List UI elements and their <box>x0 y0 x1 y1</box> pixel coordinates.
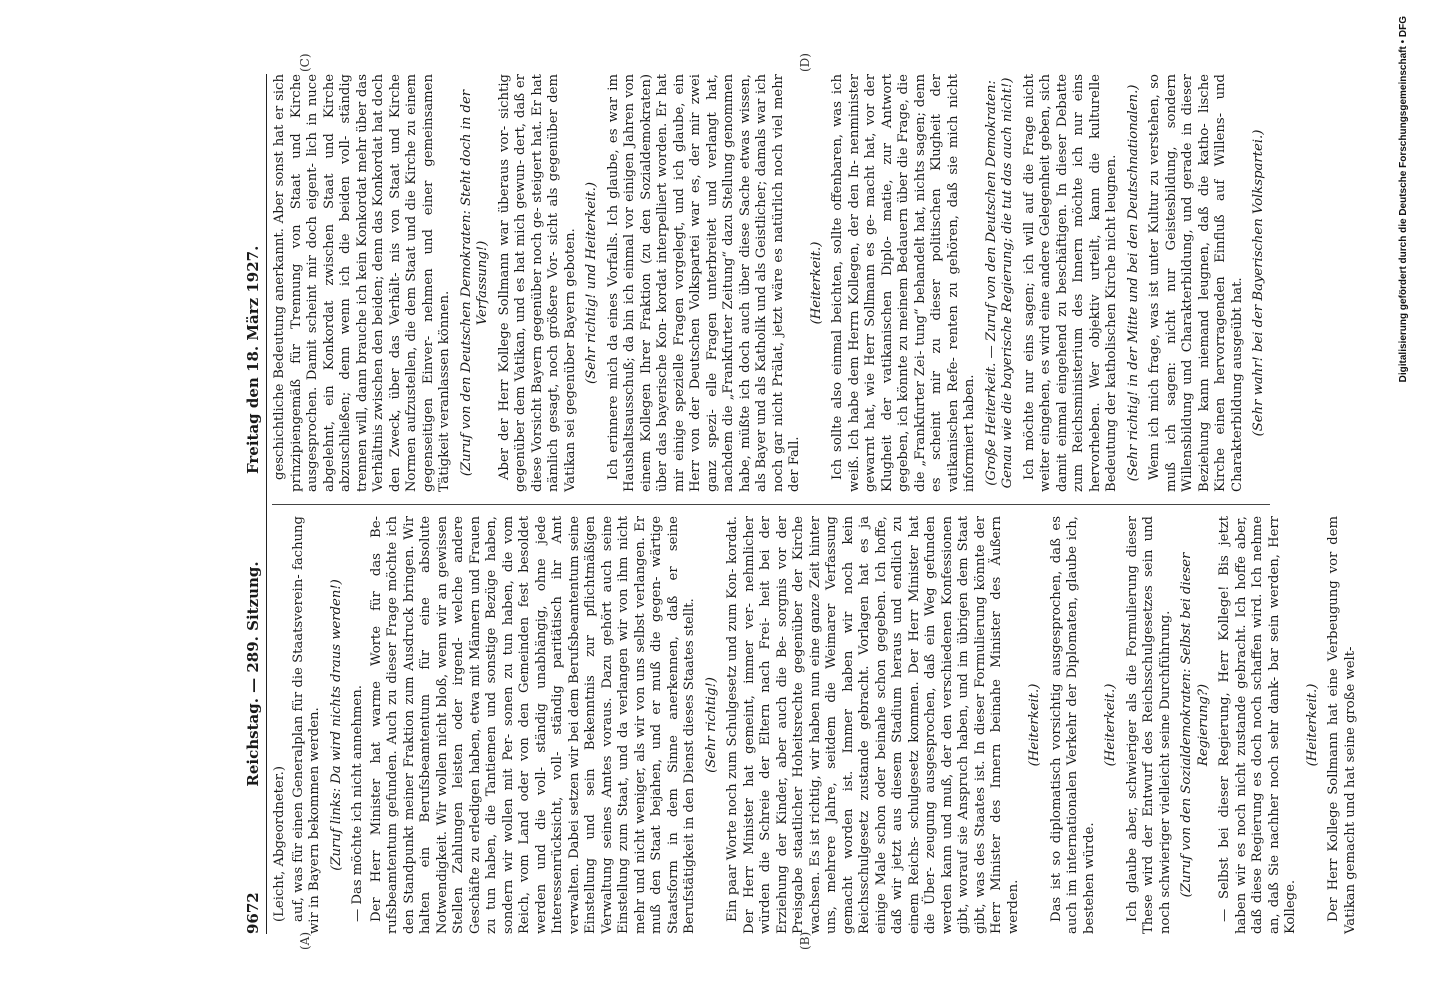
paragraph: Der Herr Kollege Sollmann hat eine Verbeugung vor dem Vatikan gemacht und hat seine große welt- <box>1326 516 1358 934</box>
column-separator <box>272 504 1270 505</box>
page-header <box>242 74 264 934</box>
paragraph: Ich sollte also einmal beichten, sollte offenbaren, was ich weiß. Ich habe dem Herrn Kollegen, der den In- nenminister gewarnt hat, wie Herr Sollmann es ge- macht hat, vor der Klugheit der vatikanischen Diplo- matie, zur Antwort gegeben, ich könnte zu meinem Bedauern über die Frage, die die „Frankfurter Zei- tung“ behandelt hat, nichts sagen; denn es scheint mir zu dieser politischen Klugheit der vatikanischen Refe- renten zu gehören, daß sie mich nicht informiert haben. <box>830 74 977 492</box>
interjection: (Sehr wahr! bei der Bayerischen Volkspartei.) <box>1251 129 1266 437</box>
paragraph: Ich möchte nur eins sagen; ich will auf die Frage nicht weiter eingehen, es wird eine andere Gelegenheit geben, sich damit einmal eingehend zu beschäftigen. In dieser Debatte zum Reichsministerium des Innern möchte ich nur eins hervorheben. Wer objektiv urteilt, kann die kulturelle Bedeutung der katholischen Kirche nicht leugnen. <box>1021 74 1119 492</box>
interjection: (Sehr richtig! in der Mitte und bei den Deutschnationalen.) <box>1125 84 1141 482</box>
interjection: (Heiterkeit.) <box>808 241 824 325</box>
text-column-left <box>272 516 1361 934</box>
interjection: (Sehr richtig! und Heiterkeit.) <box>584 181 599 385</box>
text-column-right <box>272 74 1273 492</box>
paragraph: auf, was für einen Generalplan für die Staatsverein- fachung wir in Bayern bekommen werden. <box>290 516 322 934</box>
paragraph: (Leicht, Abgeordneter.) <box>272 766 287 922</box>
margin-marker-b: (B) <box>798 931 812 950</box>
interjection: (Heiterkeit.) <box>1103 683 1118 767</box>
paragraph: — Selbst bei dieser Regierung, Herr Kollege! Bis jetzt haben wir es noch nicht zustande gebracht. Ich hoffe aber, daß diese Regierung es doch noch schaffen wird. Ich nehme an, daß Sie nachher noch sehr dank- bar sein werden, Herr Kollege. <box>1217 516 1298 934</box>
rotated-page-content <box>238 53 1358 954</box>
paragraph: — Das möchte ich nicht annehmen. <box>350 685 365 922</box>
session-date: Freitag den 18. März 1927. <box>244 245 262 474</box>
paragraph: Aber der Herr Kollege Sollmann war überaus vor- sichtig gegenüber dem Vatikan, und es hat mich gewun- dert, daß er diese Vorsicht Bayern gegenüber noch ge- steigert hat. Er hat nämlich gesagt, noch größere Vor- sicht als gegenüber dem Vatikan sei gegenüber Bayern geboten. <box>496 74 578 492</box>
paragraph: Der Herr Minister hat warme Worte für das Be- rufsbeamtentum gefunden. Auch zu dieser Frage möchte ich den Standpunkt meiner Fraktion zum Ausdruck bringen. Wir halten ein Berufsbeamtentum für eine absolute Notwendigkeit. Wir wollen nicht bloß, wenn wir an gewissen Stellen Zahlungen leisten oder irgend- welche andere Geschäfte zu erledigen haben, etwa mit Männern und Frauen zu tun haben, die Tantiemen und sonstige Bezüge haben, sondern wir wollen mit Per- sonen zu tun haben, die vom Reich, vom Land oder von den Gemeinden fest besoldet werden und die voll- ständig unabhängig, ohne jede Interessenrücksicht, voll- ständig paritätisch ihr Amt verwalten. Dabei setzen wir bei dem Berufsbeamtentum seine Einstellung und sein Bekenntnis zur pflichtmäßigen Verwaltung seines Amtes voraus. Dazu gehört auch seine Einstellung zum Staat, und da verlangen wir von ihm nicht mehr und nicht weniger, als wir von uns selbst verlangen. Er muß den Staat bejahen, und er muß die gegen- wärtige Staatsform in dem Sinne anerkennen, daß er seine Berufstätigkeit in den Dienst dieses Staates stellt. <box>368 516 697 934</box>
paragraph: Ich glaube aber, schwieriger als die Formulierung dieser These wird der Entwurf des Reichsschulgesetzes sein und noch schwieriger vielleicht seine Durchführung. <box>1124 516 1173 934</box>
interjection: (Zuruf von den Deutschen Demokraten: Steht doch in der Verfassung!) <box>458 89 490 477</box>
interjection: (Heiterkeit.) <box>1027 683 1042 767</box>
document-page <box>86 4 1414 996</box>
margin-marker-c: (C) <box>298 53 312 72</box>
margin-marker-d: (D) <box>798 53 812 72</box>
interjection: (Sehr richtig!) <box>703 677 719 773</box>
paragraph: Ich erinnere mich da eines Vorfalls. Ich glaube, es war im Haushaltsausschuß; da bin ich einmal vor einigen Jahren von einem Kollegen Ihrer Fraktion (zu den Sozialdemokraten) über das bayerische Kon- kordat interpelliert worden. Er hat mir einige spezielle Fragen vorgelegt, und ich glaube, ein Herr von der Deutschen Volkspartei war es, der mir zwei ganz spezi- elle Fragen unterbreitet und verlangt hat, nachdem die „Frankfurter Zeitung“ dazu Stellung genommen habe, müßte ich doch auch über diese Sache etwas wissen, als Bayer und als Katholik und als Geistlicher; damals war ich noch gar nicht Prälat, jetzt wäre es natürlich noch viel mehr der Fall. <box>605 74 802 492</box>
digitization-credit <box>1398 4 1412 1004</box>
interjection: (Zuruf links: Da wird nichts draus werden!) <box>328 579 344 871</box>
interjection: (Große Heiterkeit. — Zuruf von den Deutschen Demokraten: Genau wie die bayerische Regierung; die tut das auch nicht!) <box>983 77 1015 489</box>
interjection: (Zuruf von den Sozialdemokraten: Selbst bei dieser Regierung?) <box>1179 552 1211 898</box>
paragraph: Wenn ich mich frage, was ist unter Kultur zu verstehen, so muß ich sagen: nicht nur Geistesbildung, sondern Willensbildung und Charakterbildung, und gerade in dieser Beziehung kann niemand leugnen, daß die katho- lische Kirche einen hervorragenden Einfluß auf Willens- und Charakterbildung ausgeübt hat. <box>1147 74 1245 492</box>
interjection: (Heiterkeit.) <box>1304 683 1320 767</box>
page-number: 9672 <box>244 892 262 934</box>
paragraph: Das ist so diplomatisch vorsichtig ausgesprochen, daß es auch im internationalen Verkehr der Diplomaten, glaube ich, bestehen würde. <box>1048 516 1097 934</box>
paragraph: geschichtliche Bedeutung anerkannt. Aber sonst hat er sich prinzipiengemäß für Trennung von Staat und Kirche ausgesprochen. Damit scheint mir doch eigent- lich in nuce abgelehnt, ein Konkordat zwischen Staat und Kirche abzuschließen; denn wenn ich die beiden voll- ständig trennen will, dann brauche ich kein Konkordat mehr über das Verhältnis zwischen den beiden; denn das Konkordat hat doch den Zweck, über das Verhält- nis von Staat und Kirche Normen aufzustellen, die dem Staat und die Kirche zu einem gegenseitigen Einver- nehmen und einer gemeinsamen Tätigkeit veranlassen können. <box>272 74 452 492</box>
digitization-credit-text: Digitalisierung gefördert durch die Deutsche Forschungsgemeinschaft • DFG <box>1398 16 1409 383</box>
paragraph: Ein paar Worte noch zum Schulgesetz und zum Kon- kordat. Der Herr Minister hat gemeint, immer ver- nehmlicher würden die Schreie der Eltern nach Frei- heit bei der Erziehung der Kinder, aber auch die Be- sorgnis vor der Preisgabe staatlicher Hoheitsrechte gegenüber der Kirche wachsen. Es ist richtig, wir haben nun eine ganze Zeit hinter uns, mehrere Jahre, seitdem die Weimarer Verfassung gemacht worden ist. Immer haben wir noch kein Reichsschulgesetz zustande gebracht. Vorlagen hat es ja einige Male schon oder beinahe schon gegeben. Ich hoffe, daß wir jetzt aus diesem Stadium heraus und endlich zu einem Reichs- schulgesetz kommen. Der Herr Minister hat die Über- zeugung ausgesprochen, daß ein Weg gefunden werden kann und muß, der den verschiedenen Konfessionen gibt, worauf sie Anspruch haben, und im übrigen dem Staat gibt, was des Staates ist. In dieser Formulierung könnte der Herr Minister des Innern beinahe Minister des Äußern werden. <box>725 516 1021 934</box>
header-rule <box>266 74 267 934</box>
session-title: Reichstag. — 289. Sitzung. <box>244 561 262 787</box>
margin-marker-a: (A) <box>298 931 312 950</box>
